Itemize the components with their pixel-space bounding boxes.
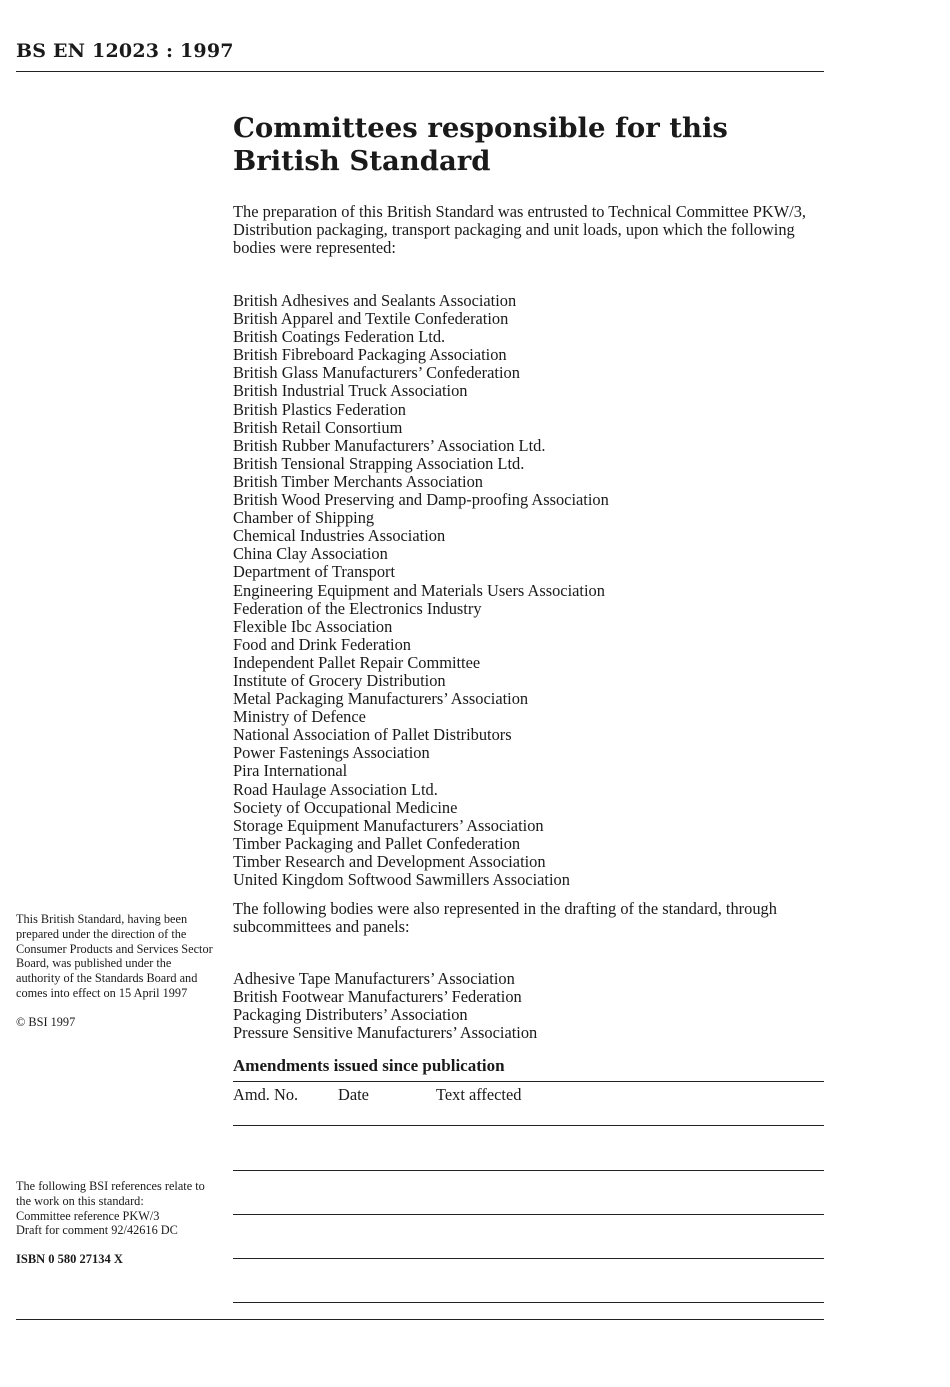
list-item: Storage Equipment Manufacturers’ Association: [233, 815, 544, 835]
page-title: [233, 112, 828, 178]
list-item: Flexible Ibc Association: [233, 616, 393, 636]
table-row-rule: [233, 1214, 824, 1215]
list-item: Metal Packaging Manufacturers’ Association: [233, 689, 529, 709]
list-item: British Coatings Federation Ltd.: [233, 327, 446, 347]
list-item: British Industrial Truck Association: [233, 381, 468, 401]
list-item: United Kingdom Softwood Sawmillers Association: [233, 870, 570, 889]
committee-intro: The preparation of this British Standard was entrusted to Technical Committee PKW/3, Distribution packaging, transport packaging and unit loads, upon which the following bodies were represented:: [233, 202, 807, 257]
document-id: BS EN 12023 : 1997: [16, 40, 234, 62]
committee-reference: Committee reference PKW/3: [16, 1208, 160, 1223]
bsi-references-block: [16, 1179, 216, 1267]
footer-rule: [16, 1319, 824, 1320]
list-item: Chemical Industries Association: [233, 526, 446, 546]
list-item: Engineering Equipment and Materials Users Association: [233, 580, 605, 600]
list-item: British Retail Consortium: [233, 417, 403, 437]
list-item: Road Haulage Association Ltd.: [233, 779, 438, 799]
list-item: Adhesive Tape Manufacturers’ Association: [233, 969, 515, 988]
list-item: Pira International: [233, 761, 348, 781]
list-item: British Timber Merchants Association: [233, 471, 483, 491]
amendments-heading: Amendments issued since publication: [233, 1056, 505, 1075]
list-item: British Wood Preserving and Damp-proofing Association: [233, 490, 609, 510]
list-item: British Tensional Strapping Association Ltd.: [233, 453, 525, 473]
table-row-rule: [233, 1170, 824, 1171]
list-item: Timber Packaging and Pallet Confederation: [233, 833, 521, 853]
list-item: Timber Research and Development Association: [233, 851, 546, 871]
column-header-text-affected: Text affected: [436, 1085, 522, 1104]
header-rule: [16, 71, 824, 72]
list-item: Independent Pallet Repair Committee: [233, 652, 481, 672]
list-item: Ministry of Defence: [233, 707, 366, 727]
list-item: Chamber of Shipping: [233, 508, 375, 528]
list-item: British Glass Manufacturers’ Confederation: [233, 363, 520, 383]
list-item: British Fibreboard Packaging Association: [233, 345, 507, 365]
copyright-notice: © BSI 1997: [16, 1014, 76, 1029]
table-row-rule: [233, 1258, 824, 1259]
list-item: Pressure Sensitive Manufacturers’ Association: [233, 1023, 538, 1043]
list-item: Institute of Grocery Distribution: [233, 670, 446, 690]
column-header-amd-no: Amd. No.: [233, 1085, 299, 1104]
list-item: British Footwear Manufacturers’ Federation: [233, 987, 522, 1007]
subcommittee-bodies-list: [233, 970, 828, 1042]
list-item: British Adhesives and Sealants Association: [233, 291, 517, 310]
represented-bodies-list: [233, 292, 828, 889]
title-line-2: British Standard: [233, 145, 491, 177]
list-item: Power Fastenings Association: [233, 743, 430, 763]
references-intro: The following BSI references relate to the work on this standard:: [16, 1179, 205, 1208]
list-item: Department of Transport: [233, 562, 396, 582]
column-header-date: Date: [338, 1085, 369, 1104]
draft-reference: Draft for comment 92/42616 DC: [16, 1223, 178, 1238]
list-item: British Rubber Manufacturers’ Association Ltd.: [233, 435, 546, 455]
title-line-1: Committees responsible for this: [233, 112, 728, 144]
list-item: Society of Occupational Medicine: [233, 797, 458, 817]
list-item: British Plastics Federation: [233, 399, 406, 419]
isbn: ISBN 0 580 27134 X: [16, 1252, 123, 1267]
subcommittee-intro: The following bodies were also represented in the drafting of the standard, through subcommittees and panels:: [233, 899, 777, 936]
list-item: China Clay Association: [233, 544, 388, 564]
list-item: Federation of the Electronics Industry: [233, 598, 482, 618]
publication-note-block: [16, 912, 216, 1030]
list-item: National Association of Pallet Distributors: [233, 725, 512, 745]
table-rule: [233, 1081, 824, 1082]
table-row-rule: [233, 1302, 824, 1303]
publication-note: This British Standard, having been prepared under the direction of the Consumer Products and Services Sector Board, was published under the authority of the Standards Board and comes into effect on 15 April 1997: [16, 912, 213, 1000]
table-row-rule: [233, 1125, 824, 1126]
list-item: Packaging Distributers’ Association: [233, 1005, 468, 1025]
list-item: Food and Drink Federation: [233, 634, 411, 654]
list-item: British Apparel and Textile Confederation: [233, 309, 509, 329]
